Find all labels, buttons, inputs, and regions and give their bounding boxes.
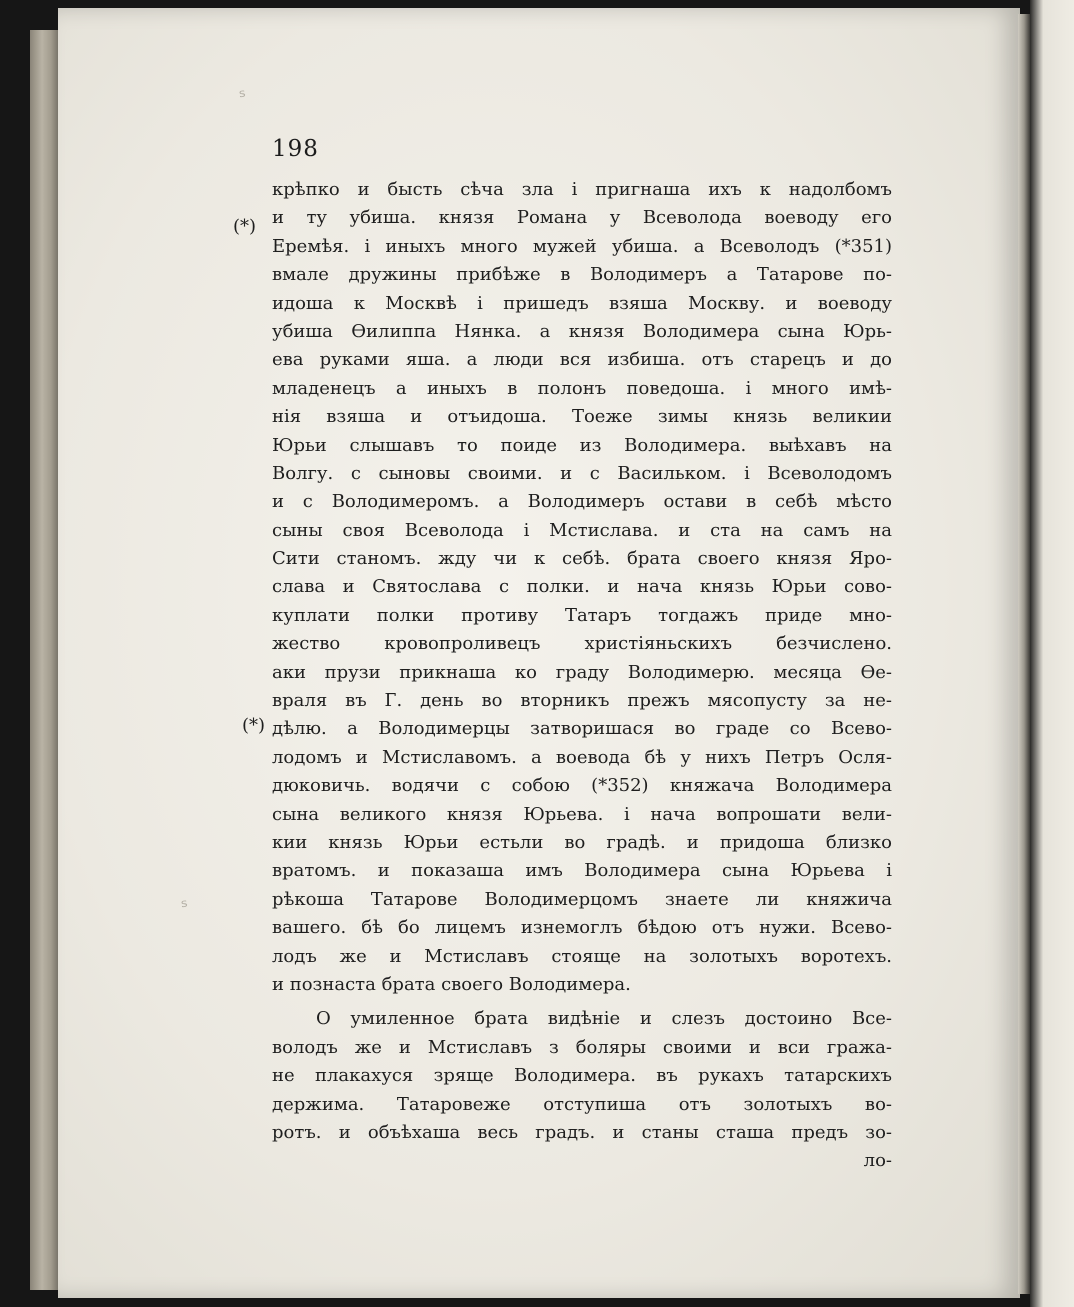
text-line: дюковичь. водячи с собою (*352) княжача Володимера: [272, 775, 892, 797]
text-line: сына великого князя Юрьева. і нача вопрошати вели-: [272, 803, 892, 825]
text-line: крѣпко и бысть сѣча зла і пригнаша ихъ к надолбомъ: [272, 179, 892, 200]
text-line: вашего. бѣ бо лицемъ изнемоглъ бѣдою отъ нужи. Всево-: [272, 917, 892, 939]
text-line: володъ же и Мстиславъ з боляры своими и вси гражa-: [272, 1036, 892, 1058]
text-line: младенецъ а иныхъ в полонъ поведоша. і много имѣ-: [272, 377, 892, 399]
pencil-mark: ₛ: [178, 887, 190, 913]
text-line: ротъ. и объѣхаша весь градъ. и станы сташа предъ зо-: [272, 1121, 892, 1143]
text-line: аки прузи прикнаша ко граду Володимерю. месяца Ѳе-: [272, 661, 892, 683]
text-line: идоша к Москвѣ і пришедъ взяша Москву. и воеводу: [272, 292, 892, 314]
text-line: Юрьи слышавъ то поиде из Володимера. выѣхавъ на: [272, 434, 892, 456]
text-line: слава и Святослава с полки. и нача князь Юрьи сово-: [272, 576, 892, 598]
text-line: не плакахуся зряще Володимера. въ рукахъ татарскихъ: [272, 1065, 892, 1087]
text-line: рѣкоша Татарове Володимерцомъ знаете ли княжича: [272, 888, 892, 910]
text-line: жество кровопроливецъ христіяньскихъ безчислено.: [272, 633, 892, 655]
text-line: кии князь Юрьи естьли во градѣ. и придоша близко: [272, 831, 892, 853]
facing-page-edge: [1030, 0, 1074, 1307]
text-line: лодъ же и Мстиславъ стояще на золотыхъ воротехъ.: [272, 945, 892, 967]
text-line: сыны своя Всеволода і Мстислава. и ста на самъ на: [272, 519, 892, 541]
text-line: и познаста брата своего Володимера.: [272, 973, 631, 995]
text-line: Сити станомъ. жду чи к себѣ. брата своего князя Яро-: [272, 548, 892, 570]
pencil-mark: ₛ: [236, 77, 248, 103]
text-line: вратомъ. и показаша имъ Володимера сына Юрьева і: [272, 860, 892, 882]
text-line: лодомъ и Мстиславомъ. а воевода бѣ у нихъ Петръ Осля-: [272, 746, 892, 768]
text-line: Еремѣя. і иныхъ много мужей убиша. а Всеволодъ (*351): [272, 235, 892, 257]
page-number: 198: [272, 136, 319, 162]
text-line: и с Володимеромъ. а Володимеръ остави в себѣ мѣсто: [272, 491, 892, 513]
body-text: [272, 176, 892, 1176]
text-line: и ту убиша. князя Романа у Всеволода воеводу его: [272, 207, 892, 229]
text-line: держима. Татаровеже отступиша отъ золотыхъ во-: [272, 1093, 892, 1115]
margin-footnote-marker: (*): [233, 216, 257, 237]
page-gutter-shadow: [1018, 14, 1030, 1294]
text-line: убиша Ѳилиппа Нянка. а князя Володимера сына Юрь-: [272, 320, 892, 342]
text-line: нія взяша и отъидоша. Тоеже зимы князь великии: [272, 406, 892, 428]
text-line: дѣлю. а Володимерцы затворишася во граде со Всево-: [272, 718, 892, 740]
text-line: О умиленное брата видѣніе и слезъ достоино Все-: [316, 1008, 892, 1030]
book-spine-edge: [30, 30, 60, 1290]
margin-footnote-marker: (*): [242, 715, 266, 736]
text-line: враля въ Г. день во вторникъ прежъ мясопусту за не-: [272, 690, 892, 712]
text-line: куплати полки противу Татаръ тогдажъ приде мно-: [272, 604, 892, 626]
text-line: ева руками яша. а люди вся избиша. отъ старецъ и до: [272, 349, 892, 371]
catchword: ло-: [863, 1150, 892, 1172]
text-line: вмале дружины прибѣже в Володимеръ а Татарове по-: [272, 264, 892, 286]
text-line: Волгу. с сыновы своими. и с Васильком. і Всеволодомъ: [272, 462, 892, 484]
